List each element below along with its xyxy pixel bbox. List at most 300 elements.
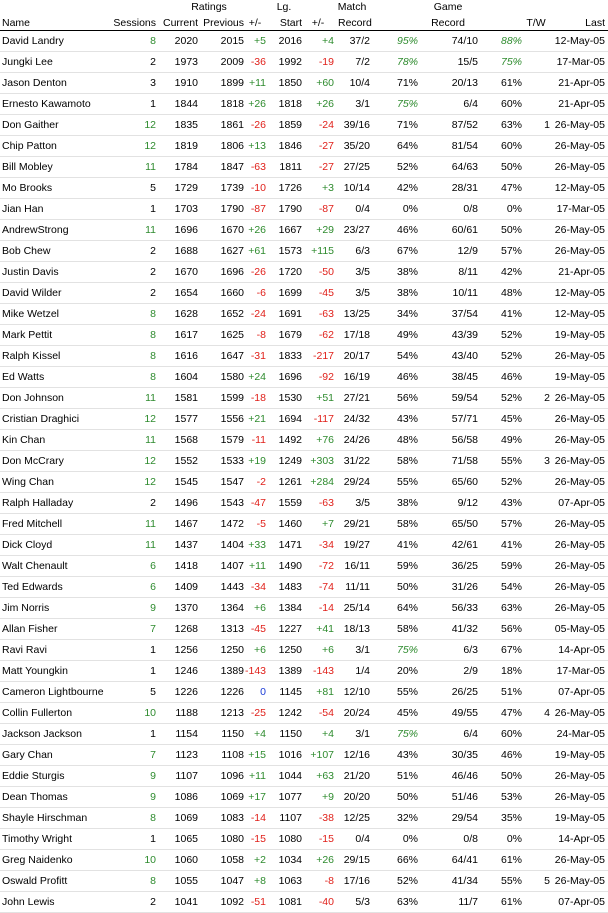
last-played: 26-May-05 <box>550 850 608 871</box>
league-delta: +41 <box>302 619 334 640</box>
sessions: 7 <box>106 619 156 640</box>
match-pct: 38% <box>370 283 418 304</box>
previous-rating: 1818 <box>198 94 244 115</box>
game-pct: 41% <box>478 535 522 556</box>
league-delta: +6 <box>302 640 334 661</box>
table-row <box>0 178 608 199</box>
tournament-wins: 1 <box>522 115 550 136</box>
tournament-wins <box>522 409 550 430</box>
previous-rating: 1150 <box>198 724 244 745</box>
player-name: Timothy Wright <box>0 829 106 850</box>
rating-delta: -18 <box>244 388 266 409</box>
tournament-wins <box>522 472 550 493</box>
match-record: 29/21 <box>334 514 370 535</box>
league-delta: +7 <box>302 514 334 535</box>
table-row <box>0 409 608 430</box>
game-pct: 35% <box>478 808 522 829</box>
col-current: Current <box>156 14 198 31</box>
last-played: 26-May-05 <box>550 409 608 430</box>
game-pct: 52% <box>478 388 522 409</box>
sessions: 1 <box>106 724 156 745</box>
match-pct: 55% <box>370 472 418 493</box>
match-pct: 75% <box>370 94 418 115</box>
league-delta: -27 <box>302 157 334 178</box>
table-row <box>0 661 608 682</box>
last-played: 26-May-05 <box>550 472 608 493</box>
game-record: 10/11 <box>418 283 478 304</box>
table-row <box>0 493 608 514</box>
league-start: 1833 <box>266 346 302 367</box>
col-last: Last <box>550 14 608 31</box>
match-pct: 75% <box>370 640 418 661</box>
table-row <box>0 52 608 73</box>
current-rating: 1696 <box>156 220 198 241</box>
table-row <box>0 787 608 808</box>
match-record: 37/2 <box>334 31 370 52</box>
player-name: Jim Norris <box>0 598 106 619</box>
previous-rating: 1069 <box>198 787 244 808</box>
sessions: 2 <box>106 262 156 283</box>
rating-delta: -8 <box>244 325 266 346</box>
player-name: Wing Chan <box>0 472 106 493</box>
previous-rating: 1080 <box>198 829 244 850</box>
table-row <box>0 157 608 178</box>
tournament-wins <box>522 808 550 829</box>
match-record: 20/17 <box>334 346 370 367</box>
match-pct: 49% <box>370 325 418 346</box>
match-record: 11/11 <box>334 577 370 598</box>
game-pct: 56% <box>478 619 522 640</box>
league-delta: +4 <box>302 31 334 52</box>
league-delta: +29 <box>302 220 334 241</box>
col-game-record: Record <box>418 14 478 31</box>
game-record: 46/46 <box>418 766 478 787</box>
match-pct: 50% <box>370 577 418 598</box>
league-start: 1261 <box>266 472 302 493</box>
previous-rating: 1404 <box>198 535 244 556</box>
tournament-wins <box>522 304 550 325</box>
last-played: 26-May-05 <box>550 157 608 178</box>
game-pct: 53% <box>478 787 522 808</box>
current-rating: 1256 <box>156 640 198 661</box>
game-pct: 63% <box>478 598 522 619</box>
table-row <box>0 283 608 304</box>
match-pct: 50% <box>370 787 418 808</box>
rating-delta: +11 <box>244 73 266 94</box>
game-pct: 45% <box>478 409 522 430</box>
player-name: Eddie Sturgis <box>0 766 106 787</box>
current-rating: 1577 <box>156 409 198 430</box>
rating-delta: +5 <box>244 31 266 52</box>
last-played: 26-May-05 <box>550 703 608 724</box>
league-start: 1249 <box>266 451 302 472</box>
match-record: 25/14 <box>334 598 370 619</box>
league-start: 1492 <box>266 430 302 451</box>
sessions: 12 <box>106 409 156 430</box>
league-delta: +107 <box>302 745 334 766</box>
league-delta: +81 <box>302 682 334 703</box>
player-name: Ted Edwards <box>0 577 106 598</box>
league-start: 1846 <box>266 136 302 157</box>
game-record: 0/8 <box>418 199 478 220</box>
game-pct: 50% <box>478 220 522 241</box>
match-record: 13/25 <box>334 304 370 325</box>
previous-rating: 1226 <box>198 682 244 703</box>
game-pct: 61% <box>478 73 522 94</box>
league-delta: -117 <box>302 409 334 430</box>
match-record: 20/24 <box>334 703 370 724</box>
league-delta: +51 <box>302 388 334 409</box>
table-row <box>0 262 608 283</box>
game-record: 60/61 <box>418 220 478 241</box>
tournament-wins: 5 <box>522 871 550 892</box>
rating-delta: +6 <box>244 640 266 661</box>
tournament-wins <box>522 52 550 73</box>
sessions: 12 <box>106 136 156 157</box>
table-row <box>0 388 608 409</box>
tournament-wins <box>522 94 550 115</box>
game-pct: 50% <box>478 157 522 178</box>
sessions: 11 <box>106 220 156 241</box>
table-row <box>0 472 608 493</box>
game-record: 49/55 <box>418 703 478 724</box>
previous-rating: 1599 <box>198 388 244 409</box>
game-pct: 50% <box>478 766 522 787</box>
league-delta: -63 <box>302 304 334 325</box>
sessions: 9 <box>106 766 156 787</box>
league-delta: +9 <box>302 787 334 808</box>
current-rating: 1628 <box>156 304 198 325</box>
sessions: 5 <box>106 682 156 703</box>
last-played: 19-May-05 <box>550 367 608 388</box>
league-start: 1679 <box>266 325 302 346</box>
match-pct: 38% <box>370 262 418 283</box>
rating-delta: -5 <box>244 514 266 535</box>
league-start: 1699 <box>266 283 302 304</box>
rating-delta: -10 <box>244 178 266 199</box>
current-rating: 1154 <box>156 724 198 745</box>
league-delta: +63 <box>302 766 334 787</box>
previous-rating: 1533 <box>198 451 244 472</box>
league-start: 1573 <box>266 241 302 262</box>
match-pct: 43% <box>370 409 418 430</box>
game-record: 41/32 <box>418 619 478 640</box>
tournament-wins <box>522 661 550 682</box>
sessions: 8 <box>106 31 156 52</box>
player-name: Dean Thomas <box>0 787 106 808</box>
table-row <box>0 682 608 703</box>
rating-delta: -51 <box>244 892 266 913</box>
league-delta: -54 <box>302 703 334 724</box>
game-pct: 61% <box>478 850 522 871</box>
table-row <box>0 892 608 913</box>
match-pct: 54% <box>370 346 418 367</box>
match-pct: 64% <box>370 598 418 619</box>
col-sessions: Sessions <box>106 14 156 31</box>
current-rating: 1835 <box>156 115 198 136</box>
league-delta: -143 <box>302 661 334 682</box>
game-pct: 46% <box>478 745 522 766</box>
sessions: 9 <box>106 787 156 808</box>
previous-rating: 1861 <box>198 115 244 136</box>
player-name: Bill Mobley <box>0 157 106 178</box>
rating-delta: +19 <box>244 451 266 472</box>
game-record: 51/46 <box>418 787 478 808</box>
match-record: 18/13 <box>334 619 370 640</box>
league-start: 1726 <box>266 178 302 199</box>
tournament-wins <box>522 829 550 850</box>
table-row <box>0 850 608 871</box>
league-start: 1034 <box>266 850 302 871</box>
last-played: 12-May-05 <box>550 31 608 52</box>
game-pct: 61% <box>478 892 522 913</box>
game-pct: 52% <box>478 325 522 346</box>
previous-rating: 1547 <box>198 472 244 493</box>
player-name: Don Gaither <box>0 115 106 136</box>
current-rating: 1107 <box>156 766 198 787</box>
previous-rating: 1580 <box>198 367 244 388</box>
match-record: 16/11 <box>334 556 370 577</box>
game-pct: 52% <box>478 346 522 367</box>
game-pct: 49% <box>478 430 522 451</box>
game-record: 43/39 <box>418 325 478 346</box>
game-pct: 55% <box>478 451 522 472</box>
match-record: 31/22 <box>334 451 370 472</box>
last-played: 26-May-05 <box>550 241 608 262</box>
league-start: 1471 <box>266 535 302 556</box>
last-played: 07-Apr-05 <box>550 493 608 514</box>
current-rating: 1604 <box>156 367 198 388</box>
last-played: 07-Apr-05 <box>550 682 608 703</box>
match-record: 1/4 <box>334 661 370 682</box>
last-played: 17-Mar-05 <box>550 199 608 220</box>
game-record: 9/12 <box>418 493 478 514</box>
sessions: 1 <box>106 94 156 115</box>
col-lg-delta: +/- <box>302 14 334 31</box>
league-delta: -19 <box>302 52 334 73</box>
match-record: 0/4 <box>334 199 370 220</box>
col-name: Name <box>0 14 106 31</box>
rating-delta: +33 <box>244 535 266 556</box>
tournament-wins <box>522 514 550 535</box>
game-record: 12/9 <box>418 241 478 262</box>
league-start: 1696 <box>266 367 302 388</box>
match-pct: 38% <box>370 493 418 514</box>
player-name: Oswald Profitt <box>0 871 106 892</box>
match-record: 10/14 <box>334 178 370 199</box>
player-name: Ed Watts <box>0 367 106 388</box>
match-record: 20/20 <box>334 787 370 808</box>
current-rating: 1418 <box>156 556 198 577</box>
last-played: 24-Mar-05 <box>550 724 608 745</box>
table-row <box>0 535 608 556</box>
rating-delta: +21 <box>244 409 266 430</box>
league-delta: -27 <box>302 136 334 157</box>
current-rating: 1188 <box>156 703 198 724</box>
sessions: 8 <box>106 367 156 388</box>
previous-rating: 2009 <box>198 52 244 73</box>
current-rating: 1617 <box>156 325 198 346</box>
rating-delta: -45 <box>244 619 266 640</box>
game-pct: 55% <box>478 871 522 892</box>
sessions: 2 <box>106 892 156 913</box>
rating-delta: +17 <box>244 787 266 808</box>
rating-delta: -143 <box>244 661 266 682</box>
match-pct: 43% <box>370 745 418 766</box>
current-rating: 1437 <box>156 535 198 556</box>
player-name: Jason Denton <box>0 73 106 94</box>
rating-delta: -26 <box>244 262 266 283</box>
league-delta: +26 <box>302 850 334 871</box>
tournament-wins <box>522 199 550 220</box>
league-start: 1691 <box>266 304 302 325</box>
previous-rating: 1096 <box>198 766 244 787</box>
current-rating: 1060 <box>156 850 198 871</box>
rating-delta: +26 <box>244 94 266 115</box>
match-pct: 32% <box>370 808 418 829</box>
current-rating: 1496 <box>156 493 198 514</box>
col-tw: T/W <box>522 14 550 31</box>
league-start: 1818 <box>266 94 302 115</box>
lg-group-header: Lg. <box>276 1 292 13</box>
match-record: 27/21 <box>334 388 370 409</box>
last-played: 17-Mar-05 <box>550 661 608 682</box>
tournament-wins: 3 <box>522 451 550 472</box>
sessions: 8 <box>106 871 156 892</box>
league-delta: -8 <box>302 871 334 892</box>
last-played: 26-May-05 <box>550 346 608 367</box>
rating-delta: +61 <box>244 241 266 262</box>
last-played: 26-May-05 <box>550 535 608 556</box>
player-name: Bob Chew <box>0 241 106 262</box>
sessions: 7 <box>106 745 156 766</box>
tournament-wins <box>522 220 550 241</box>
sessions: 1 <box>106 640 156 661</box>
game-pct: 41% <box>478 304 522 325</box>
sessions: 11 <box>106 430 156 451</box>
tournament-wins <box>522 766 550 787</box>
previous-rating: 1627 <box>198 241 244 262</box>
table-row <box>0 703 608 724</box>
league-delta: -38 <box>302 808 334 829</box>
sessions: 8 <box>106 346 156 367</box>
previous-rating: 1899 <box>198 73 244 94</box>
match-pct: 52% <box>370 157 418 178</box>
league-start: 1227 <box>266 619 302 640</box>
table-row <box>0 556 608 577</box>
table-row <box>0 577 608 598</box>
last-played: 26-May-05 <box>550 451 608 472</box>
league-delta: +115 <box>302 241 334 262</box>
table-row <box>0 367 608 388</box>
game-pct: 42% <box>478 262 522 283</box>
game-record: 56/58 <box>418 430 478 451</box>
last-played: 26-May-05 <box>550 766 608 787</box>
last-played: 26-May-05 <box>550 220 608 241</box>
game-record: 64/41 <box>418 850 478 871</box>
table-row <box>0 640 608 661</box>
tournament-wins <box>522 535 550 556</box>
match-record: 17/18 <box>334 325 370 346</box>
current-rating: 1041 <box>156 892 198 913</box>
table-row <box>0 619 608 640</box>
rating-delta: -87 <box>244 199 266 220</box>
match-pct: 42% <box>370 178 418 199</box>
match-pct: 95% <box>370 31 418 52</box>
sessions: 11 <box>106 157 156 178</box>
player-name: Fred Mitchell <box>0 514 106 535</box>
league-delta: +26 <box>302 94 334 115</box>
game-record: 15/5 <box>418 52 478 73</box>
game-record: 29/54 <box>418 808 478 829</box>
tournament-wins: 2 <box>522 388 550 409</box>
league-delta: -15 <box>302 829 334 850</box>
league-start: 1081 <box>266 892 302 913</box>
match-record: 12/16 <box>334 745 370 766</box>
game-pct: 46% <box>478 367 522 388</box>
game-record: 26/25 <box>418 682 478 703</box>
player-name: David Wilder <box>0 283 106 304</box>
match-record: 16/19 <box>334 367 370 388</box>
tournament-wins <box>522 136 550 157</box>
last-played: 12-May-05 <box>550 178 608 199</box>
league-start: 1992 <box>266 52 302 73</box>
match-pct: 64% <box>370 136 418 157</box>
tournament-wins <box>522 640 550 661</box>
tournament-wins <box>522 346 550 367</box>
league-start: 1044 <box>266 766 302 787</box>
league-start: 1490 <box>266 556 302 577</box>
last-played: 26-May-05 <box>550 430 608 451</box>
game-record: 42/61 <box>418 535 478 556</box>
table-row <box>0 136 608 157</box>
rating-delta: -63 <box>244 157 266 178</box>
match-record: 23/27 <box>334 220 370 241</box>
rating-delta: +6 <box>244 598 266 619</box>
last-played: 19-May-05 <box>550 325 608 346</box>
game-record: 59/54 <box>418 388 478 409</box>
player-name: Jian Han <box>0 199 106 220</box>
league-delta: +303 <box>302 451 334 472</box>
sessions: 2 <box>106 493 156 514</box>
previous-rating: 1625 <box>198 325 244 346</box>
previous-rating: 1556 <box>198 409 244 430</box>
match-pct: 58% <box>370 451 418 472</box>
table-row <box>0 808 608 829</box>
game-record: 8/11 <box>418 262 478 283</box>
league-delta: -92 <box>302 367 334 388</box>
match-pct: 71% <box>370 73 418 94</box>
match-pct: 78% <box>370 52 418 73</box>
table-row <box>0 220 608 241</box>
rating-delta: +26 <box>244 220 266 241</box>
game-record: 31/26 <box>418 577 478 598</box>
table-row <box>0 31 608 52</box>
league-start: 1077 <box>266 787 302 808</box>
league-delta: -217 <box>302 346 334 367</box>
league-start: 1016 <box>266 745 302 766</box>
match-record: 3/1 <box>334 94 370 115</box>
ratings-group-header: Ratings <box>191 1 227 13</box>
rating-delta: +11 <box>244 766 266 787</box>
previous-rating: 1696 <box>198 262 244 283</box>
table-row <box>0 94 608 115</box>
match-pct: 75% <box>370 724 418 745</box>
league-delta: -62 <box>302 325 334 346</box>
last-played: 05-May-05 <box>550 619 608 640</box>
sessions: 1 <box>106 199 156 220</box>
last-played: 14-Apr-05 <box>550 640 608 661</box>
